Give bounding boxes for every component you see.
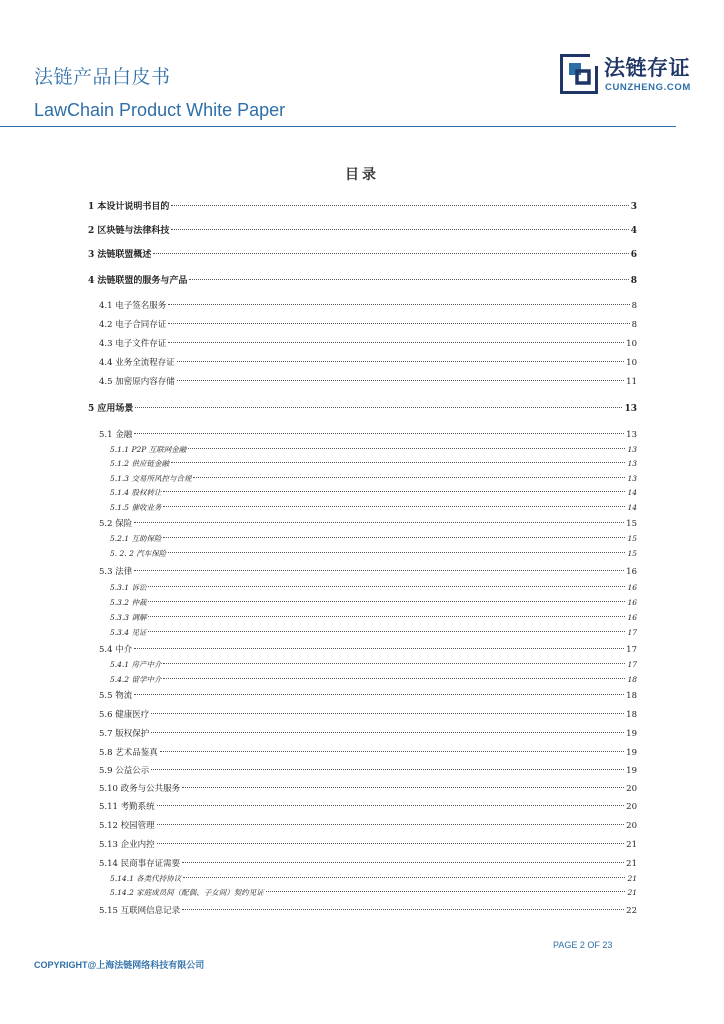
toc-entry[interactable] — [99, 727, 637, 739]
toc-entry-label: 5.1 金融 — [99, 430, 133, 440]
toc-leader-dots — [168, 552, 625, 553]
toc-entry[interactable] — [110, 659, 637, 670]
toc-entry-page: 8 — [631, 320, 637, 330]
toc-entry[interactable] — [99, 708, 637, 720]
toc-entry[interactable] — [110, 533, 637, 544]
toc-leader-dots — [153, 253, 628, 254]
toc-entry-page: 18 — [626, 691, 637, 701]
toc-entry-label: 5.4 中介 — [99, 645, 133, 655]
document-title-en: LawChain Product White Paper — [34, 100, 286, 120]
toc-entry-page: 15 — [627, 534, 637, 543]
toc-entry-page: 16 — [626, 567, 637, 577]
toc-entry[interactable] — [88, 401, 637, 414]
toc-leader-dots — [163, 663, 625, 664]
toc-entry-page: 20 — [626, 821, 637, 831]
toc-entry-page: 15 — [627, 549, 637, 558]
toc-entry-page: 16 — [627, 598, 637, 607]
toc-leader-dots — [168, 304, 629, 305]
toc-leader-dots — [134, 570, 624, 571]
toc-entry[interactable] — [110, 873, 637, 884]
toc-leader-dots — [182, 909, 624, 910]
toc-entry-page: 13 — [626, 430, 637, 440]
toc-leader-dots — [182, 862, 624, 863]
logo-name: 法链存证 — [604, 56, 690, 80]
toc-entry-page: 6 — [630, 250, 637, 260]
company-logo — [560, 52, 710, 98]
toc-entry-page: 19 — [626, 748, 637, 758]
toc-entry-page: 8 — [631, 301, 637, 311]
toc-entry-label: 3 法链联盟概述 — [88, 250, 152, 260]
toc-entry-page: 21 — [626, 859, 637, 869]
toc-entry-page: 13 — [627, 459, 637, 468]
toc-entry[interactable] — [110, 612, 637, 623]
toc-entry[interactable] — [99, 857, 637, 869]
toc-entry-page: 20 — [626, 802, 637, 812]
toc-leader-dots — [148, 586, 625, 587]
toc-leader-dots — [183, 877, 625, 878]
toc-entry[interactable] — [110, 674, 637, 685]
toc-entry-label: 5.12 校园管理 — [99, 821, 155, 831]
toc-entry-page: 13 — [624, 404, 637, 414]
toc-entry[interactable] — [99, 746, 637, 758]
toc-entry-label: 5.1.5 催收业务 — [110, 503, 162, 512]
toc-entry-label: 4.5 加密原内容存储 — [99, 377, 175, 387]
toc-entry-label: 5.3 法律 — [99, 567, 133, 577]
toc-entry-page: 16 — [627, 613, 637, 622]
page-indicator: PAGE 2 OF 23 — [553, 940, 613, 950]
toc-entry-page: 22 — [626, 906, 637, 916]
toc-entry-label: 5 应用场景 — [88, 404, 134, 414]
toc-leader-dots — [163, 537, 625, 538]
toc-entry-label: 5.2.1 互助保险 — [110, 534, 162, 543]
logo-mark-icon — [560, 54, 598, 94]
toc-entry[interactable] — [99, 299, 637, 311]
toc-entry-page: 15 — [626, 519, 637, 529]
toc-entry-page: 20 — [626, 784, 637, 794]
toc-entry-page: 14 — [627, 503, 637, 512]
toc-leader-dots — [189, 279, 628, 280]
toc-leader-dots — [182, 787, 624, 788]
toc-leader-dots — [151, 713, 624, 714]
toc-entry-label: 5.4.1 房产中介 — [110, 660, 162, 669]
toc-entry-label: 1 本设计说明书目的 — [88, 202, 170, 212]
header-divider — [0, 126, 676, 127]
toc-entry[interactable] — [110, 548, 637, 559]
toc-entry-label: 5.13 企业内控 — [99, 840, 155, 850]
toc-leader-dots — [163, 506, 625, 507]
toc-entry-label: 4.4 业务全流程存证 — [99, 358, 175, 368]
toc-leader-dots — [135, 407, 622, 408]
toc-entry[interactable] — [110, 458, 637, 469]
toc-leader-dots — [134, 522, 624, 523]
toc-title: 目录 — [345, 167, 379, 183]
toc-entry[interactable] — [110, 444, 637, 455]
toc-entry-label: 5.15 互联网信息记录 — [99, 906, 181, 916]
toc-leader-dots — [148, 631, 625, 632]
toc-entry[interactable] — [99, 356, 637, 368]
toc-entry-label: 4.3 电子文件存证 — [99, 339, 167, 349]
toc-entry-page: 18 — [627, 675, 637, 684]
toc-leader-dots — [163, 491, 625, 492]
toc-entry-label: 5.3.1 诉讼 — [110, 583, 147, 592]
toc-entry-page: 4 — [630, 226, 637, 236]
toc-leader-dots — [134, 694, 624, 695]
toc-entry[interactable] — [99, 838, 637, 850]
toc-leader-dots — [266, 891, 626, 892]
toc-entry-label: 5.3.3 调解 — [110, 613, 147, 622]
toc-entry-page: 21 — [627, 874, 637, 883]
toc-entry-page: 11 — [626, 377, 637, 387]
toc-entry-label: 5.7 版权保护 — [99, 729, 150, 739]
toc-entry-label: 4 法链联盟的服务与产品 — [88, 276, 188, 286]
toc-leader-dots — [171, 462, 625, 463]
toc-entry[interactable] — [110, 627, 637, 638]
toc-entry-label: 5.3.4 见证 — [110, 628, 147, 637]
toc-entry[interactable] — [110, 502, 637, 513]
toc-leader-dots — [171, 229, 628, 230]
toc-entry[interactable] — [99, 643, 637, 655]
toc-entry[interactable] — [110, 582, 637, 593]
toc-entry-page: 19 — [626, 729, 637, 739]
toc-leader-dots — [188, 448, 625, 449]
toc-entry-page: 13 — [627, 445, 637, 454]
toc-leader-dots — [168, 323, 629, 324]
toc-leader-dots — [157, 805, 625, 806]
toc-leader-dots — [151, 732, 624, 733]
toc-entry-label: 4.1 电子签名服务 — [99, 301, 167, 311]
toc-entry[interactable] — [99, 904, 637, 916]
toc-leader-dots — [160, 751, 624, 752]
toc-entry-page: 14 — [627, 488, 637, 497]
toc-entry[interactable] — [99, 428, 637, 440]
toc-leader-dots — [134, 433, 624, 434]
toc-entry-label: 5.3.2 仲裁 — [110, 598, 147, 607]
toc-leader-dots — [148, 601, 625, 602]
toc-leader-dots — [168, 342, 624, 343]
toc-entry-label: 5.14.1 各类代持协议 — [110, 874, 182, 883]
toc-entry[interactable] — [99, 782, 637, 794]
toc-entry-label: 5.6 健康医疗 — [99, 710, 150, 720]
toc-entry-label: 5.4.2 留学中介 — [110, 675, 162, 684]
toc-entry-page: 21 — [626, 840, 637, 850]
toc-entry-page: 19 — [626, 766, 637, 776]
toc-entry[interactable] — [88, 273, 637, 286]
toc-entry-label: 5.14 民商事存证需要 — [99, 859, 181, 869]
toc-entry-label: 5.1.2 供应链金融 — [110, 459, 169, 468]
toc-entry-label: 5.14.2 家庭成员间（配偶、子女间）契约见证 — [110, 888, 264, 897]
toc-leader-dots — [177, 380, 624, 381]
document-title-cn: 法链产品白皮书 — [34, 66, 171, 88]
toc-entry[interactable] — [88, 199, 637, 212]
toc-entry-label: 5.9 公益公示 — [99, 766, 150, 776]
toc-entry-page: 10 — [626, 339, 637, 349]
toc-entry-page: 8 — [630, 276, 637, 286]
toc-entry-page: 3 — [630, 202, 637, 212]
toc-entry[interactable] — [99, 565, 637, 577]
toc-entry[interactable] — [99, 800, 637, 812]
toc-entry-label: 5.8 艺术品鉴真 — [99, 748, 158, 758]
toc-entry-page: 17 — [626, 645, 637, 655]
toc-entry-label: 5.1.4 股权转让 — [110, 488, 162, 497]
toc-leader-dots — [163, 678, 625, 679]
toc-entry-label: 5.10 政务与公共服务 — [99, 784, 181, 794]
toc-entry-page: 17 — [627, 628, 637, 637]
toc-entry[interactable] — [99, 517, 637, 529]
toc-leader-dots — [134, 648, 624, 649]
toc-entry-label: 5.1.1 P2P 互联网金融 — [110, 445, 187, 454]
toc-leader-dots — [148, 616, 625, 617]
toc-leader-dots — [193, 477, 625, 478]
toc-entry-label: 5.11 考勤系统 — [99, 802, 155, 812]
toc-entry-label: 5.2 保险 — [99, 519, 133, 529]
logo-domain: CUNZHENG.COM — [605, 82, 691, 93]
toc-entry[interactable] — [99, 689, 637, 701]
toc-entry[interactable] — [99, 375, 637, 387]
toc-entry-page: 16 — [627, 583, 637, 592]
copyright-notice: COPYRIGHT@上海法链网络科技有限公司 — [34, 960, 205, 970]
toc-entry[interactable] — [110, 887, 637, 898]
toc-entry-label: 5.5 物流 — [99, 691, 133, 701]
toc-entry-label: 2 区块链与法律科技 — [88, 226, 170, 236]
toc-entry-page: 17 — [627, 660, 637, 669]
toc-leader-dots — [157, 824, 625, 825]
toc-entry[interactable] — [110, 487, 637, 498]
toc-entry[interactable] — [110, 597, 637, 608]
toc-entry[interactable] — [110, 473, 637, 484]
toc-leader-dots — [157, 843, 625, 844]
toc-leader-dots — [177, 361, 624, 362]
toc-entry[interactable] — [99, 318, 637, 330]
toc-entry-page: 13 — [627, 474, 637, 483]
toc-entry-page: 21 — [627, 888, 637, 897]
toc-entry[interactable] — [88, 223, 637, 236]
toc-entry-page: 10 — [626, 358, 637, 368]
toc-entry[interactable] — [88, 247, 637, 260]
toc-leader-dots — [151, 769, 624, 770]
toc-entry-page: 18 — [626, 710, 637, 720]
toc-leader-dots — [171, 205, 628, 206]
toc-entry[interactable] — [99, 337, 637, 349]
toc-entry-label: 5. 2. 2 汽车保险 — [110, 549, 167, 558]
toc-entry-label: 5.1.3 交易所风控与合规 — [110, 474, 192, 483]
toc-entry-label: 4.2 电子合同存证 — [99, 320, 167, 330]
toc-entry[interactable] — [99, 764, 637, 776]
toc-entry[interactable] — [99, 819, 637, 831]
